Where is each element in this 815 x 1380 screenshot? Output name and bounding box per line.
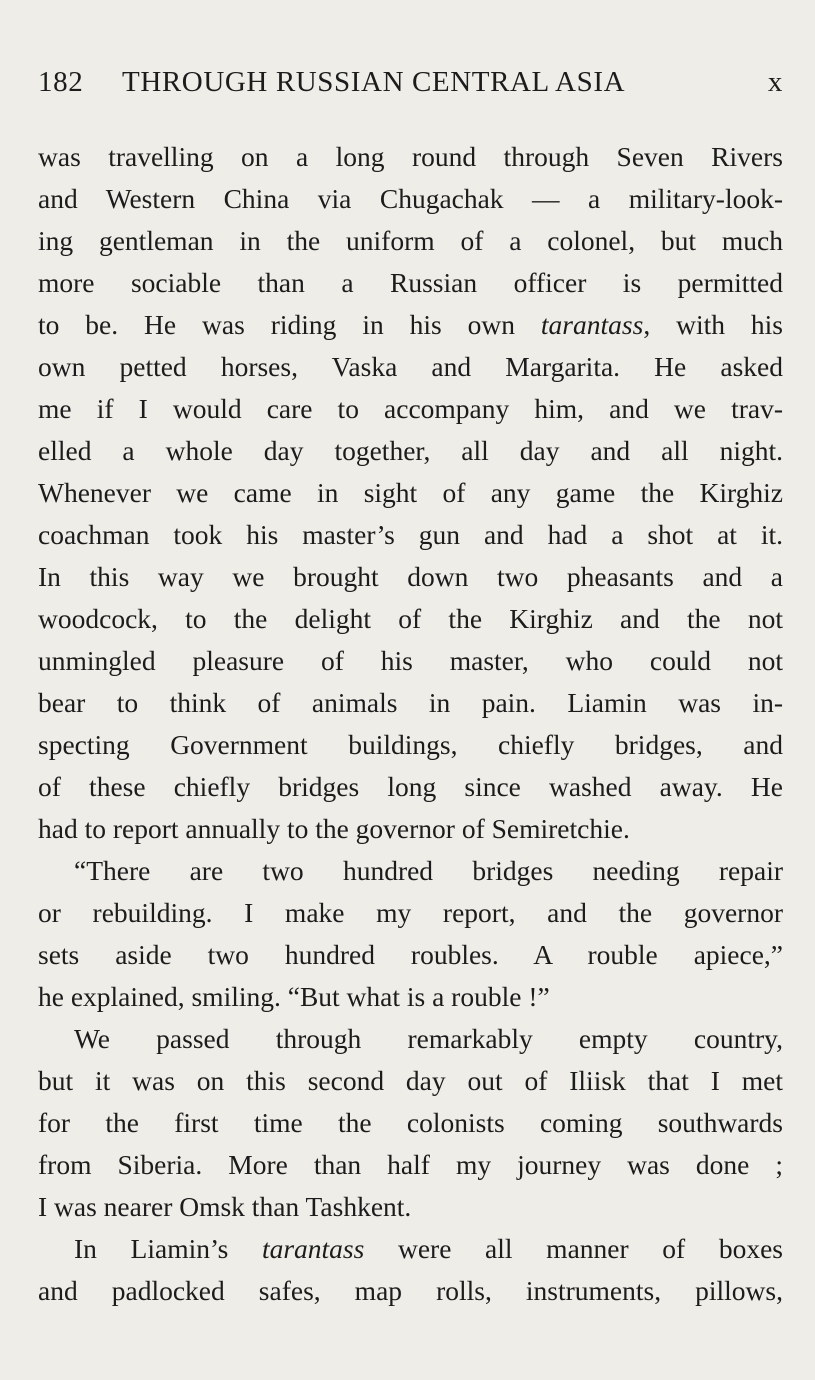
text-line: own petted horses, Vaska and Margarita. He asked	[38, 351, 783, 382]
text-segment: , with his	[643, 309, 784, 340]
text-line: or rebuilding. I make my report, and the governor	[38, 897, 783, 928]
italic-term: tarantass	[540, 309, 644, 340]
text-segment: were all manner of boxes	[364, 1233, 783, 1264]
running-title: THROUGH RUSSIAN CENTRAL ASIA	[122, 66, 626, 98]
text-line: more sociable than a Russian officer is permitted	[38, 267, 783, 298]
text-line: bear to think of animals in pain. Liamin was in-	[38, 687, 783, 718]
text-line: had to report annually to the governor of Semiretchie.	[38, 813, 630, 844]
text-line: In this way we brought down two pheasants and a	[38, 561, 783, 592]
text-line: me if I would care to accompany him, and we trav-	[38, 393, 783, 424]
text-line: ing gentleman in the uniform of a colonel, but much	[38, 225, 783, 256]
text-line: Whenever we came in sight of any game the Kirghiz	[38, 477, 783, 508]
body-text	[38, 136, 783, 1312]
text-line: unmingled pleasure of his master, who could not	[38, 645, 783, 676]
text-line: specting Government buildings, chiefly bridges, and	[38, 729, 783, 760]
text-line: woodcock, to the delight of the Kirghiz and the not	[38, 603, 783, 634]
text-line: from Siberia. More than half my journey was done ;	[38, 1149, 783, 1180]
text-line: he explained, smiling. “But what is a rouble !”	[38, 981, 550, 1012]
text-line: sets aside two hundred roubles. A rouble apiece,”	[38, 939, 783, 970]
text-line: and Western China via Chugachak — a military-look-	[38, 183, 783, 214]
text-line: was travelling on a long round through Seven Rivers	[38, 141, 783, 172]
running-head	[38, 66, 783, 110]
text-line: and padlocked safes, map rolls, instruments, pillows,	[38, 1275, 783, 1306]
text-line: of these chiefly bridges long since washed away. He	[38, 771, 783, 802]
text-line: “There are two hundred bridges needing repair	[74, 855, 783, 886]
text-line	[38, 304, 783, 346]
text-line: but it was on this second day out of Iliisk that I met	[38, 1065, 783, 1096]
page-number: 182	[38, 66, 84, 98]
chapter-number: x	[767, 66, 783, 98]
text-line: for the first time the colonists coming southwards	[38, 1107, 783, 1138]
text-line	[38, 1228, 783, 1270]
text-line: coachman took his master’s gun and had a shot at it.	[38, 519, 783, 550]
text-line: I was nearer Omsk than Tashkent.	[38, 1191, 412, 1222]
italic-term: tarantass	[261, 1233, 365, 1264]
text-line: elled a whole day together, all day and all night.	[38, 435, 783, 466]
text-segment: to be. He was riding in his own	[38, 309, 541, 340]
text-line: We passed through remarkably empty country,	[74, 1023, 783, 1054]
text-segment: In Liamin’s	[74, 1233, 262, 1264]
